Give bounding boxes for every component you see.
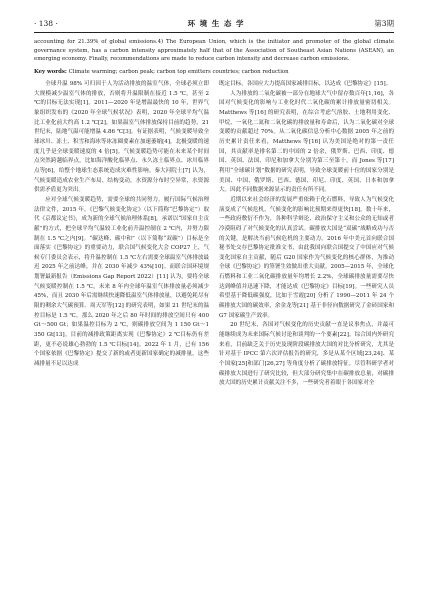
keywords-label: Key words: xyxy=(34,68,67,75)
page-number: · 138 · xyxy=(34,18,58,28)
body-columns xyxy=(34,80,394,585)
journal-title: 环 境 生 态 学 xyxy=(187,18,245,28)
paragraph: 20 世纪末，各国对气候变化的历史贡献一直是议事焦点，并最可能继续成为未来国际气候讨论和谈判的一个要素[22]。综合国内外研究来看，目前缺乏关于历史及现阶段碳排放大国的对比分析研究，尤其是针对基于 IPCC 第六次评估报告的研究，多是从某个区域[23,24]、某个国家[25]和部门[26,27] 等角度分析了碳排放特征。尽管科研学者对碳排放大国进行了研究比较，但大部分研究集中在碳排放总量，对碳排放大国的历史累计贡献关注不多，一些研究者着眼于各国家对全 xyxy=(219,322,394,387)
abstract-block xyxy=(34,38,394,76)
page-header xyxy=(34,16,394,33)
paragraph: 人为排放的二氧化碳被一部分在地球大气中留存数百年[1,16]，各国对气候变化的影响与工业化时代二氧化碳的累计排放量密切相关。Matthews 等[16] 的研究表明，在综合考虑气溶胶、土地利用变化、甲烷、一氧化二氮和二氧化碳的排放量和寿命后，认为二氧化碳对全球变暖的贡献超过 70%。从二氧化碳信息分析中心数据 2005 年之前的历史累计责任来看，Matthews 等[16] 认为美国是绝对的第一责任国，其贡献率是排名第二的中国的 2 倍余，俄罗斯、巴西、印度、德国、英国、法国、印尼和加拿大分别为第三至第十。而 Jones 等[17] 利用“全球碳计划”数据的研究表明，导致全球变暖前十位的国家分别是美国、中国、俄罗斯、巴西、德国、印尼、印度、英国、日本和加拿大。因此不同数据来源显示的责任有所不同。 xyxy=(219,90,394,194)
paragraph: 应对全球气候变暖趋势，需要全球的共同努力。履行国际气候治理法律文件，2015 年，《巴黎气候变化协定》（以下简称“巴黎协定”）取代《京都议定书》，成为新的全球气候治理体系[8]，承诺以“国家自主贡献”的方式，把全球平均气温较工业化前升温控制在 2 ℃内，并努力限制在 1.5 ℃之内[9]。“碳达峰、碳中和”（以下简称“双碳”）目标是全面落实《巴黎协定》的重要动力，联合国气候变化大会 COP27 上，气候专门委员会表示，将升温控制在 1.5 ℃左右需要全球温室气体排放最迟 2025 年之前达峰，并在 2030 年减少 43%[10]。而联合国环境规划署最新报告（Emissions Gap Report 2022）[11] 认为，要将全球气候变暖控制在 1.5 ℃，未来 8 年内全球年温室气体排放量必须减少 45%，而且 2030 年后需继续快速降低温室气体排放量，以避免耗尽有限的剩余大气碳预算。周天军等[12] 的研究表明，如果 21 世纪末的温控目标是 1.5 ℃，那么 2020 年之后 80 年时间的排放空间只有 400 Gt～500 Gt；如果温控目标为 2 ℃，则碳排放空间为 1 150 Gt～1 350 Gt[13]。目前的减排政策距离实现《巴黎协定》2 ℃目标仍有差距，更不必说雄心勃勃的 1.5 ℃目标[14]。2022 年 1 月，已有 156 个国家依据《巴黎协定》提交了新的或者更新国家确定的减排量，这些减排量不足以达成 xyxy=(34,196,209,368)
paragraph: 全球升温 98% 可归因于人为活动排放的温室气体，全球必须立即大规模减少温室气体的排放，否则将升温限制在接近 1.5 ℃，甚至 2 ℃的目标无法实现[1]。2011—2020 年是增温最快的 10 年，世界气象组织发布的《2020 年全球气候状况》表明，2020 年全球平均气温比工业化前大约高 1.2 ℃[2]，如果温室气体排放保持目前的趋势，21 世纪末，陆地气温可能增温 4.86 ℃[3]。有证据表明，气候变暖导致全球冰川、冻土、积雪和海冰等冰冻圈要素在加速萎缩[4]，北极变暖的速度几乎是全球变暖速度的 4 倍[5]。气候变暖趋势可能在未来某个时间点突然跨越临界点，比如海洋酸化临界点、永久冻土临界点、冰川临界点等[6]，给整个地球生态系统造成灾难性影响。秦大河院士[7] 认为，气候变暖造成农业生产布局、结构变动，水资源分布时空异常，水资源供需矛盾更为突出。 xyxy=(34,81,209,194)
issue-number: 第3期 xyxy=(374,18,394,28)
keywords-line xyxy=(34,68,394,77)
paragraph: 近期以来社会经济的发展严重依赖于化石燃料，导致人为气候变化演变成了气候危机，气候变化的影响比预期来得更快[18]。数十年来，一些政府敷衍不作为，各种科学辩论、政治保守主义和公众的无知或者冷漠阻碍了对气候变化的认真尝试。碳排放大国是“双碳”战略成功与否的关键，是解决当前气候危机的主要动力。2016 年中美元首向联合国秘书处交存巴黎协定批准文书，由此我国向联合国提交了中国应对气候变化国家自主贡献，随后 G20 国家作为气候变化的核心群体，为推动全球《巴黎协定》的签署生效做出重大贡献。2005—2015 年，全球化石燃料和工业二氧化碳排放量年均增长 2.2%，全球碳排放量需要尽快达到峰值并迅速下降，才能达成《巴黎协定》目标[19]。一些研究人员希望基于降低碳强度，比如于雪霞[20] 分析了 1990—2011 年 24 个碳排放大国的碳效率，余金龙等[21] 基于非径向数据研究了金砖国家和 G7 国家碳生产效率。 xyxy=(219,196,394,319)
keywords-text: Climate warming; carbon peak; carbon top emitters countries; carbon reduction xyxy=(68,68,289,75)
left-column xyxy=(34,80,209,585)
abstract-text: accounting for 21.39% of global emissions.4) The European Union, which is the initiator and promoter of the global climate governance system, has a carbon intensity approximately half that of the Association of Southeast Asian Nations (ASEAN), an emerging economy. Finally, recommendations are made to reduce carbon intensity and decrease carbon emissions. xyxy=(34,39,394,63)
right-column xyxy=(219,80,394,585)
paragraph: 既定目标，各国应大力提高国家减排目标，以达成《巴黎协定》[15]。 xyxy=(219,81,392,87)
